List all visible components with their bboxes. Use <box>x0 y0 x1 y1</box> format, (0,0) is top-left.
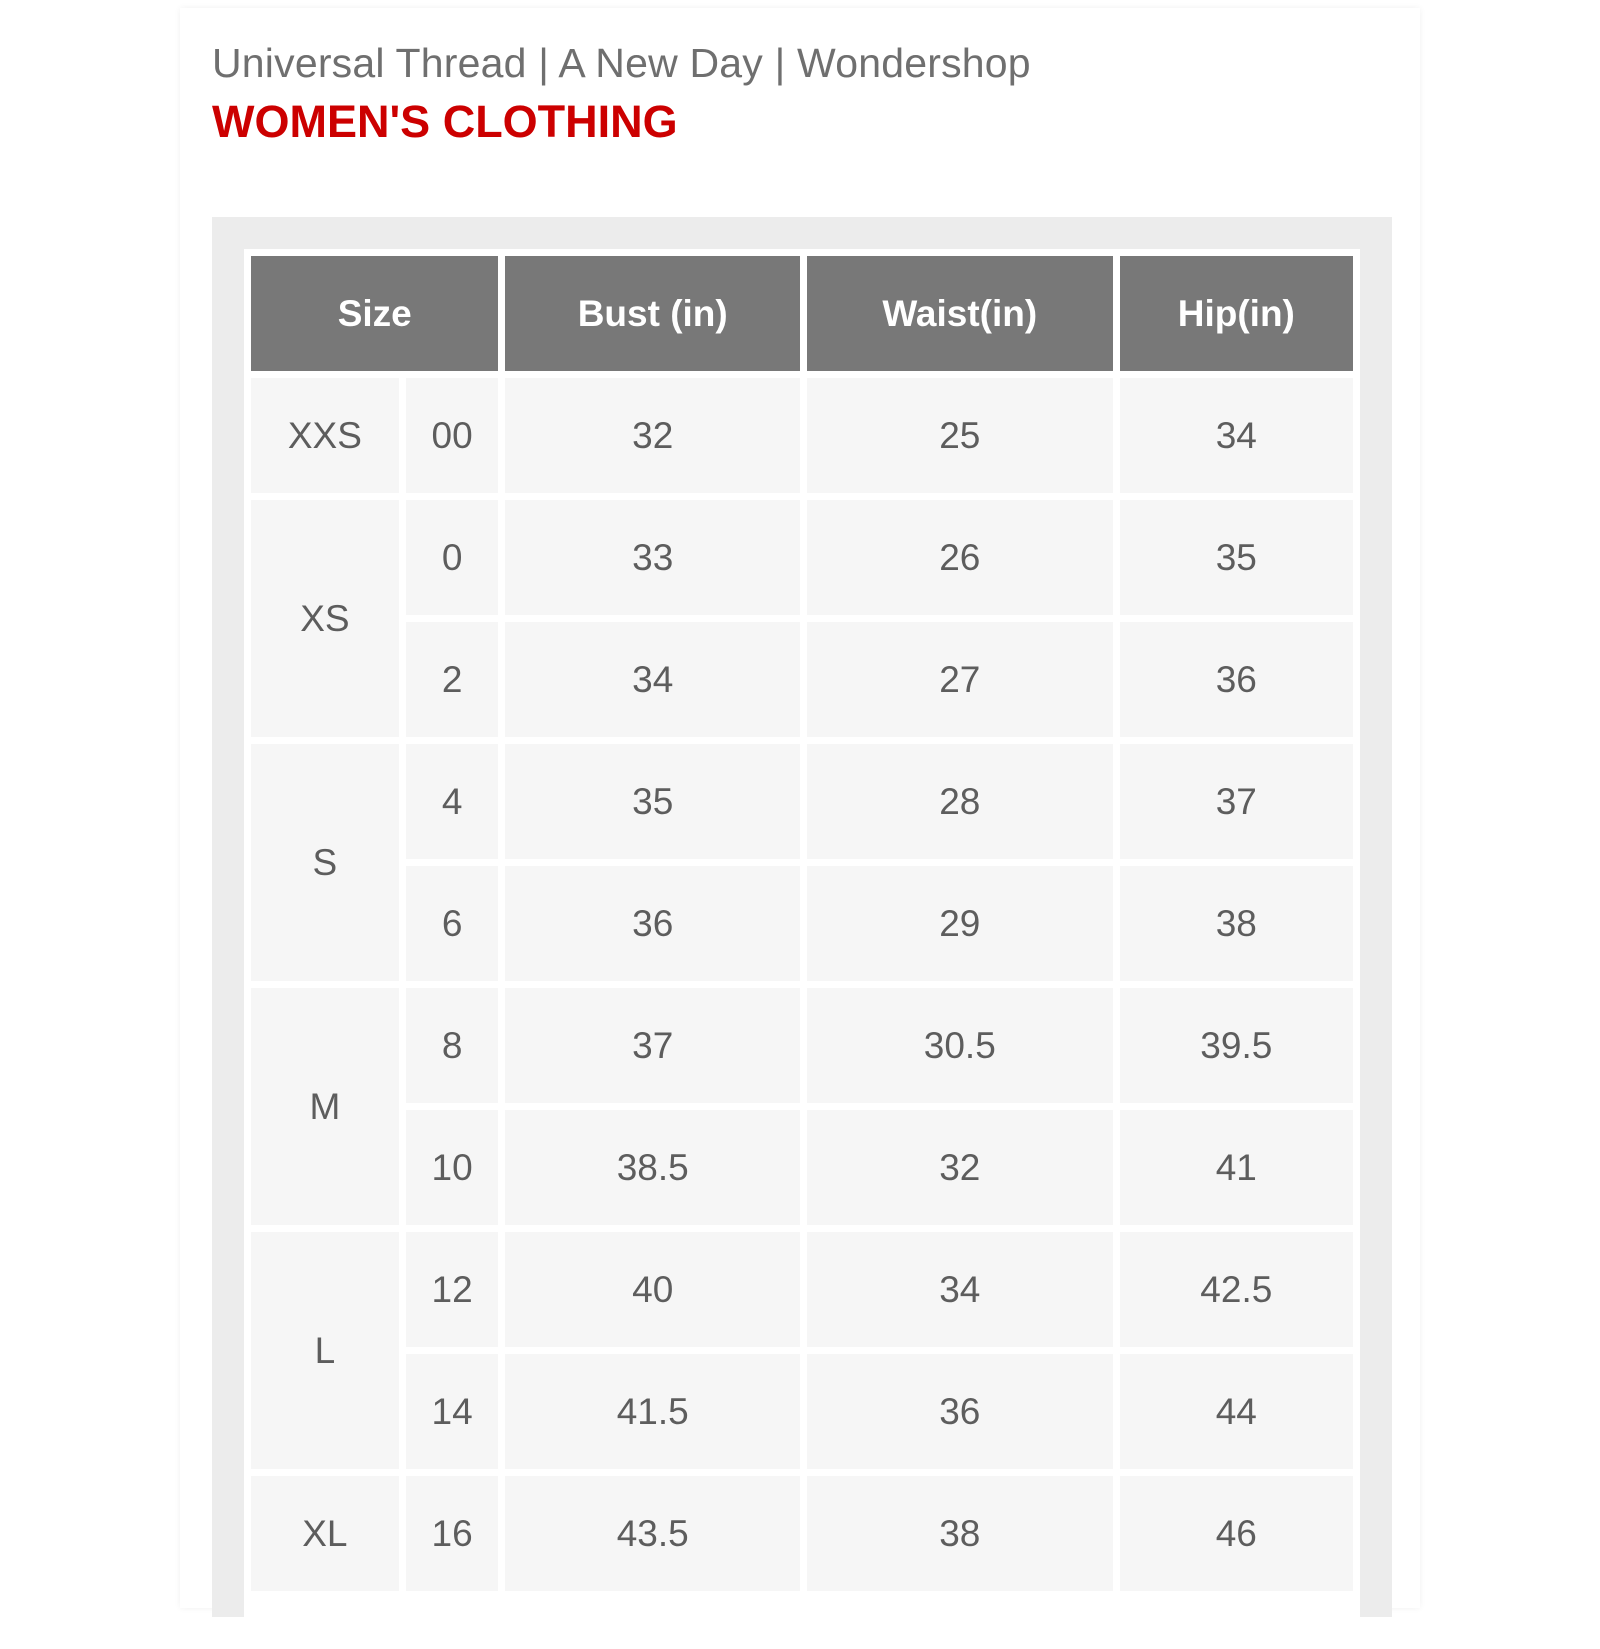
column-header-bust: Bust (in) <box>505 256 799 371</box>
size-table-container <box>244 249 1360 1649</box>
table-row <box>251 622 1353 737</box>
hip-value: 38 <box>1120 866 1353 981</box>
table-header-row <box>251 256 1353 371</box>
size-label: L <box>251 1232 399 1469</box>
hip-value: 41 <box>1120 1110 1353 1225</box>
waist-value: 38 <box>807 1476 1113 1591</box>
hip-value: 35 <box>1120 500 1353 615</box>
waist-value: 32 <box>807 1110 1113 1225</box>
numeric-size: 6 <box>406 866 499 981</box>
numeric-size: 12 <box>406 1232 499 1347</box>
table-row <box>251 1354 1353 1469</box>
table-row <box>251 500 1353 615</box>
bust-value: 38.5 <box>505 1110 799 1225</box>
size-label: XS <box>251 500 399 737</box>
column-header-hip: Hip(in) <box>1120 256 1353 371</box>
waist-value: 26 <box>807 500 1113 615</box>
size-label: S <box>251 744 399 981</box>
waist-value: 29 <box>807 866 1113 981</box>
numeric-size: 14 <box>406 1354 499 1469</box>
hip-value: 42.5 <box>1120 1232 1353 1347</box>
numeric-size: 8 <box>406 988 499 1103</box>
bust-value: 32 <box>505 378 799 493</box>
hip-value: 37 <box>1120 744 1353 859</box>
numeric-size: 2 <box>406 622 499 737</box>
numeric-size: 00 <box>406 378 499 493</box>
waist-value: 34 <box>807 1232 1113 1347</box>
numeric-size: 0 <box>406 500 499 615</box>
hip-value: 46 <box>1120 1476 1353 1591</box>
table-row <box>251 1476 1353 1591</box>
bust-value: 41.5 <box>505 1354 799 1469</box>
size-label: M <box>251 988 399 1225</box>
bust-value: 40 <box>505 1232 799 1347</box>
table-row <box>251 378 1353 493</box>
waist-value: 30.5 <box>807 988 1113 1103</box>
column-header-waist: Waist(in) <box>807 256 1113 371</box>
waist-value: 28 <box>807 744 1113 859</box>
table-row <box>251 1110 1353 1225</box>
table-row <box>251 988 1353 1103</box>
hip-value: 44 <box>1120 1354 1353 1469</box>
bust-value: 36 <box>505 866 799 981</box>
size-label: XXS <box>251 378 399 493</box>
table-row <box>251 744 1353 859</box>
size-label: XL <box>251 1476 399 1591</box>
hip-value: 39.5 <box>1120 988 1353 1103</box>
bust-value: 37 <box>505 988 799 1103</box>
bust-value: 33 <box>505 500 799 615</box>
waist-value: 27 <box>807 622 1113 737</box>
numeric-size: 4 <box>406 744 499 859</box>
hip-value: 34 <box>1120 378 1353 493</box>
page-title: WOMEN'S CLOTHING <box>212 96 678 147</box>
numeric-size: 16 <box>406 1476 499 1591</box>
waist-value: 36 <box>807 1354 1113 1469</box>
table-row <box>251 866 1353 981</box>
size-table-frame <box>212 217 1392 1617</box>
numeric-size: 10 <box>406 1110 499 1225</box>
table-row <box>251 1232 1353 1347</box>
brand-names: Universal Thread | A New Day | Wondershop <box>212 40 1031 86</box>
waist-value: 25 <box>807 378 1113 493</box>
column-header-size: Size <box>251 256 498 371</box>
bust-value: 35 <box>505 744 799 859</box>
bust-value: 34 <box>505 622 799 737</box>
bust-value: 43.5 <box>505 1476 799 1591</box>
hip-value: 36 <box>1120 622 1353 737</box>
size-table <box>244 249 1360 1598</box>
